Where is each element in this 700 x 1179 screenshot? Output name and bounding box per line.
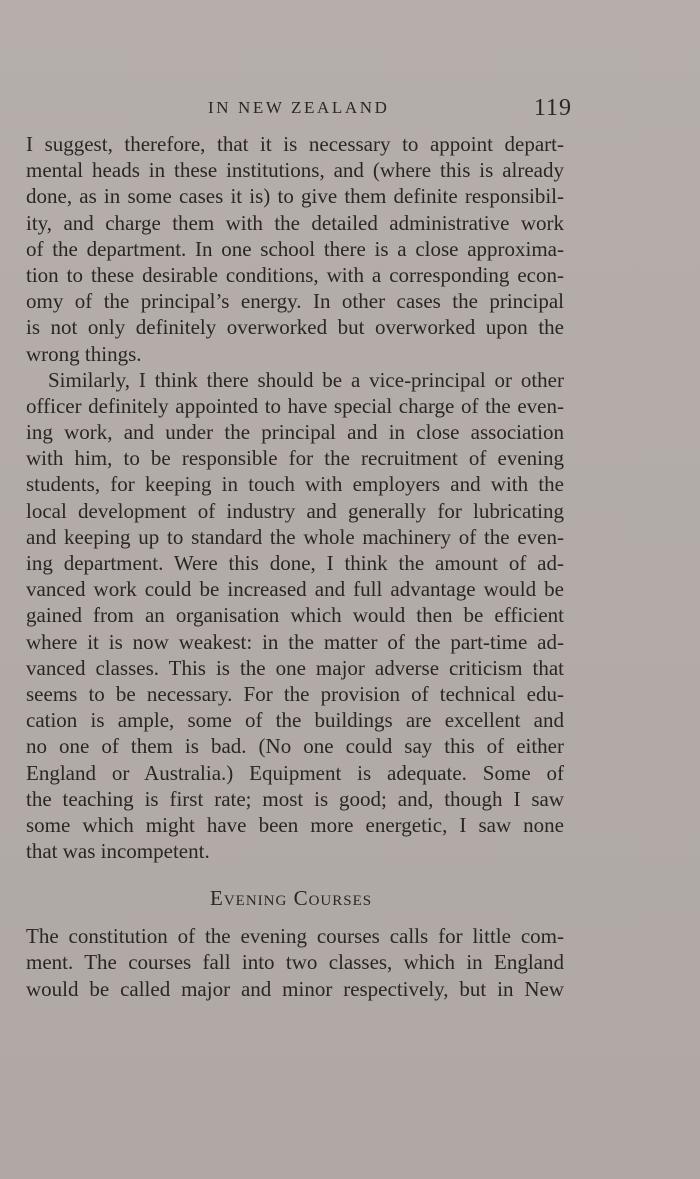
text-line: officer definitely appointed to have special charge of the even- bbox=[26, 393, 564, 418]
text-line: vanced classes. This is the one major adverse criticism that bbox=[26, 655, 564, 680]
text-line: cation is ample, some of the buildings are excellent and bbox=[26, 708, 564, 733]
text-line: and keeping up to standard the whole machinery of the even- bbox=[26, 524, 564, 549]
text-line: that was incompetent. bbox=[26, 839, 210, 864]
text-line: the teaching is first rate; most is good; and, though I saw bbox=[26, 786, 564, 811]
text-line: local development of industry and generally for lubricating bbox=[26, 498, 564, 523]
text-line: done, as in some cases it is) to give them definite responsibil- bbox=[26, 184, 564, 209]
text-line: ing department. Were this done, I think the amount of ad- bbox=[26, 551, 564, 575]
running-head bbox=[26, 96, 570, 126]
text-line: vanced work could be increased and full advantage would be bbox=[26, 577, 564, 602]
text-line: with him, to be responsible for the recruitment of evening bbox=[26, 446, 564, 471]
text-line: where it is now weakest: in the matter of the part-time ad- bbox=[26, 629, 564, 654]
section-heading: Evening Courses bbox=[210, 886, 373, 911]
text-line: would be called major and minor respectively, but in New bbox=[26, 976, 564, 1001]
text-line: mental heads in these institutions, and (where this is already bbox=[26, 158, 564, 183]
body-text bbox=[26, 131, 564, 1002]
text-line: is not only definitely overworked but overworked upon the bbox=[26, 315, 564, 340]
text-line: some which might have been more energetic, I saw none bbox=[26, 812, 564, 837]
paragraph-departmental-heads bbox=[26, 131, 564, 367]
text-line: Similarly, I think there should be a vice-principal or other bbox=[48, 367, 564, 392]
paragraph-vice-principal bbox=[26, 367, 564, 865]
paragraph-evening-courses bbox=[26, 923, 564, 1002]
text-line: wrong things. bbox=[26, 341, 142, 366]
text-line: ing work, and under the principal and in close association bbox=[26, 420, 564, 445]
text-line: seems to be necessary. For the provision of technical edu- bbox=[26, 681, 564, 706]
running-title: IN NEW ZEALAND bbox=[208, 98, 390, 117]
text-line: omy of the principal’s energy. In other cases the principal bbox=[26, 289, 564, 314]
text-line: no one of them is bad. (No one could say this of either bbox=[26, 734, 564, 759]
text-line: England or Australia.) Equipment is adequate. Some of bbox=[26, 760, 564, 785]
text-line: of the department. In one school there is a close approxima- bbox=[26, 236, 564, 261]
text-line: tion to these desirable conditions, with a corresponding econ- bbox=[26, 262, 564, 287]
text-line: students, for keeping in touch with employers and with the bbox=[26, 472, 564, 497]
text-line: I suggest, therefore, that it is necessary to appoint depart- bbox=[26, 132, 564, 156]
text-line: ment. The courses fall into two classes, which in England bbox=[26, 950, 564, 975]
text-line: ity, and charge them with the detailed administrative work bbox=[26, 210, 564, 235]
text-line: The constitution of the evening courses calls for little com- bbox=[26, 924, 564, 949]
text-line: gained from an organisation which would then be efficient bbox=[26, 603, 564, 628]
page-number: 119 bbox=[533, 95, 572, 121]
